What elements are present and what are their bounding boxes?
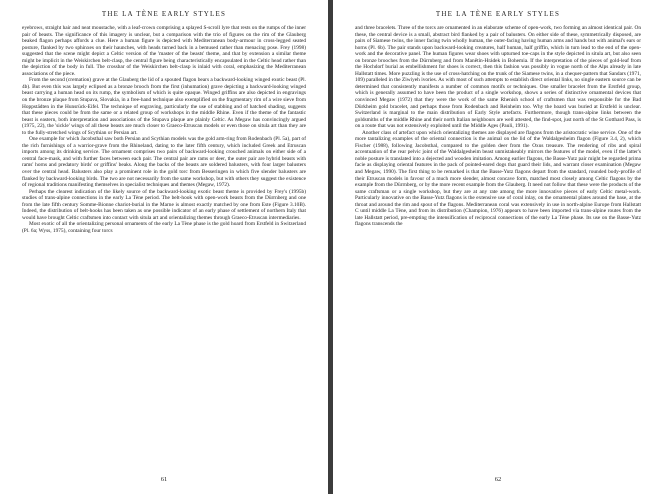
paragraph: and three bracelets. Three of the torcs are ornamented in an elaborate scheme of open-work, two forming an almost identical pair. On these, the central device is a small, abstract bird flanked by a pair of balusters. On either side of these, symmetrically disposed, are pairs of Siamese twins, the inner facing twin wholly human, the outer-facing having human arms and hands but with animal's ears or horns (Pl. 6b). The pair stands upon backward-looking creatures, half human, half griffin, which in turn lead to the end of the open-work and the decorative panel. The human figures wear shoes with upturned toe-caps in the style depicted in situla art, but also seen on bronze brooches from the Dürrnberg and from Manětín-Hrádek in Bohemia. If the interpretation of the pieces of gold-leaf from the Hochdorf burial as embellishment for shoes is correct, then this fashion was possibly in vogue north of the Alps already in late Hallstatt times. More puzzling is the use of cross-hatching on the trunk of the Siamese twins, in a chequer-pattern that Sandars (1971, 109) paralleled in the Ziwiyeh ivories. As with most of such attempts to establish direct oriental links, no single eastern source can be determined that consistently manifests a number of common motifs or techniques. One smaller bracelet from the Erstfeld group, which is generally assumed to have been the product of a single workshop, shows a series of distinctive ornamental devices that convinced Megaw (1972) that they were the work of the same Rhenish school of craftsmen that was responsible for the Bad Dürkheim gold bracelet, and perhaps those from Rodenbach and Reinheim too. Why the hoard was buried at Erstfeld is unclear. Switzerland is marginal to the main distribution of Early Style artefacts. Furthermore, though trans-alpine links between the goldsmiths of the middle Rhine and their north Italian neighbours are well attested, the find-spot, just north of the St Gotthard Pass, is on a route that was not extensively exploited until the Middle Ages (Pauli, 1991). (355, 25, 641, 130)
running-head: THE LA TÈNE EARLY STYLES (435, 10, 561, 18)
paragraph: Most exotic of all the orientalizing personal ornaments of the early La Tène phase is the gold hoard from Erstfeld in Switzerland (Pl. 6a; Wyss, 1975), containing four torcs (22, 221, 306, 234)
paragraph: From the second (cremation) grave at the Glauberg the lid of a spouted flagon bears a backward-looking winged exotic beast (Pl. 4b). But even this was largely eclipsed as a bronze brooch from the first (inhumation) grave depicting a backward-looking winged beast carrying a human head on its rump, the symbolism of which is quite opaque. Winged griffins are also depicted in engravings on the bronze plaque from Stupava, Slovakia, in a free-hand technique also exemplified on the fragmentary rim of a wire sieve from Hoppstädten in the Hunsrück-Eifel. The technique of engraving, particularly the use of stabbing and of hatched shading, suggests that these pieces could be from the same or a related group of workshops in the middle Rhine. Even if the theme of the fantastic beast is eastern, both interpretation and associations of the Stupava plaque are plainly Celtic. As Megaw has convincingly argued (1975, 22), the 'sickle' wings of all these beasts are much closer to Graeco-Etruscan models or even those on situla art than they are to the fully-stretched wings of Scythian or Persian art. (22, 77, 306, 136)
left-page (0, 0, 328, 494)
paragraph: eyebrows, straight hair and neat moustache, with a leaf-crown comprising a splayed S-scroll lyre that rests on the rumps of the inner pair of beasts. The significance of this imagery is unclear, but a comparison with the trio of figures on the rim of the Glauberg beaked flagon perhaps affords a clue. Here a human figure is depicted with Mediterranean body-armour in cross-legged seated posture, flanked by two sphinxes on their haunches, with heads turned back in a bemused rather than menacing pose. Frey (1998) suggested that the scene might depict a Celtic version of the 'master of the beasts' theme, and that by extension a similar theme might be implicit in the Weiskirchen belt-clasp, the central figure being characteristically encapsulated in the Celtic head rather than the depiction of the body in full. The crossbar of the Weiskirchen belt-clasp is inlaid with coral, emphasizing the Mediterranean associations of the piece. (22, 25, 306, 77)
paragraph: Perhaps the clearest indication of the likely source of the backward-looking exotic beast theme is provided by Frey's (1995b) studies of trans-alpine connections in the early La Tène period. The belt-hook with open-work beasts from the Dürrnberg and one from the late fifth century Somme-Bionne chariot-burial in the Marne is almost exactly matched by one from Este (Figure 3.10B). Indeed, the distribution of belt-hooks has been taken as one possible indicator of an early phase of settlement of northern Italy that would have brought Celtic craftsmen into contact with situla art and orientalizing themes through Graeco-Etruscan intermediaries. (22, 188, 306, 221)
body-text (22, 25, 306, 463)
page-number: 62 (494, 476, 502, 483)
page-number: 61 (160, 476, 168, 483)
paragraph: One example for which Jacobsthal saw both Persian and Scythian models was the gold arm-ring from Rodenbach (Pl. 5a), part of the rich furnishings of a warrior-grave from the Rhineland, dating to the later fifth century, which included Greek and Etruscan imports among its drinking service. The ornament comprises two pairs of backward-looking crouched animals on either side of a central face-mask, and with further faces between each pair. The central pair are rams or deer, the outer pair are hybrid beasts with rams' horns and predatory birds' or griffins' beaks. Along the backs of the beasts are soldered balusters, with four larger balusters over the central head. Balusters also play a prominent role in the gold torc from Besseringen in which five slender balusters are flanked by backward-looking birds. The two are not necessarily from the same workshop, but with others they suggest the existence of regional traditions manifesting themselves in specialist techniques and themes (Megaw, 1972). (22, 136, 306, 189)
body-text (355, 25, 641, 463)
paragraph: Another class of artefact upon which orientalizing themes are displayed are flagons from the aristocratic wine service. One of the more tantalizing examples of the oriental connection is the animal on the lid of the Waldalgesheim flagon (Figure 3.4, 2), which Fischer (1988), following Jacobsthal, compared to the golden deer from the Oxus treasure. The rendering of ribs and spiral accentuation of the rear pelvic joint of the Waldalgesheim beast unmistakeably mirrors the features of the model, even if the latter's noble posture is translated into a dejected and wooden imitation. Among earlier flagons, the Basse-Yutz pair might be regarded prima facie as displaying oriental features in the pack of pointed-eared dogs that guard their lids, and warrant closer examination (Megaw and Megaw, 1990). The first thing to be remarked is that the Basse-Yutz flagons depart from the standard, rounded body-profile of their Etruscan models in favour of a much more slender, almost concave form, matched most closely among Celtic flagons by the example from the Dürrnberg, or by the more recent example from the Glauberg. It need not follow that these were the products of the same craftsman or a single workshop, but they are at any rate among the more innovative pieces of early Celtic metal-work. Particularly innovative on the Basse-Yutz flagons is the extensive use of coral inlay, on the ornamental plates around the base, at the throat and around the rim and spout of the flagons. Mediterranean coral was extensively in use in north-alpine Europe from Hallstatt C until middle La Tène, and from its distribution (Champion, 1976) appears to have been imported via trans-alpine routes from the late Hallstatt period, pre-empting the intensification of reciprocal connections of the early La Tène phase. Its use on the Basse-Yutz flagons transcends the (355, 129, 641, 228)
running-head: THE LA TÈNE EARLY STYLES (101, 10, 227, 18)
right-page (333, 0, 663, 494)
